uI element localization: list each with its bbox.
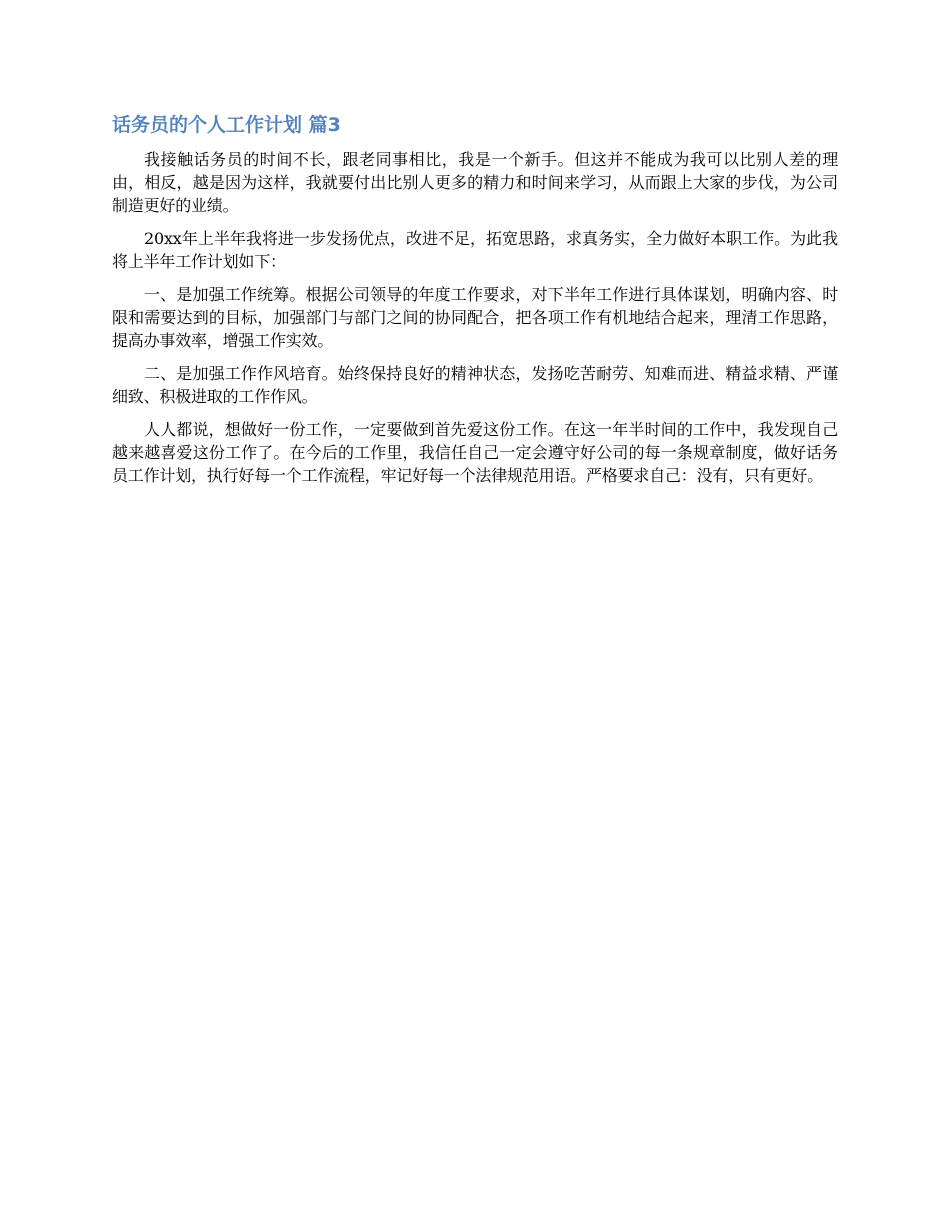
paragraph-plan-summary: 20xx年上半年我将进一步发扬优点，改进不足，拓宽思路，求真务实，全力做好本职工作。为此我将上半年工作计划如下： bbox=[112, 229, 838, 271]
paragraph-item-one: 一、是加强工作统筹。根据公司领导的年度工作要求，对下半年工作进行具体谋划，明确内容、时限和需要达到的目标，加强部门与部门之间的协同配合，把各项工作有机地结合起来，理清工作思路，提高办事效率，增强工作实效。 bbox=[112, 285, 838, 350]
document-content bbox=[112, 112, 838, 497]
paragraph-intro: 我接触话务员的时间不长，跟老同事相比，我是一个新手。但这并不能成为我可以比别人差的理由，相反，越是因为这样，我就要付出比别人更多的精力和时间来学习，从而跟上大家的步伐，为公司制造更好的业绩。 bbox=[112, 150, 838, 215]
document-title: 话务员的个人工作计划 篇3 bbox=[112, 114, 341, 136]
paragraph-conclusion: 人人都说，想做好一份工作，一定要做到首先爱这份工作。在这一年半时间的工作中，我发现自己越来越喜爱这份工作了。在今后的工作里，我信任自己一定会遵守好公司的每一条规章制度，做好话务员工作计划，执行好每一个工作流程，牢记好每一个法律规范用语。严格要求自己：没有，只有更好。 bbox=[112, 420, 838, 485]
paragraph-item-two: 二、是加强工作作风培育。始终保持良好的精神状态，发扬吃苦耐劳、知难而进、精益求精、严谨细致、积极进取的工作作风。 bbox=[112, 364, 838, 406]
